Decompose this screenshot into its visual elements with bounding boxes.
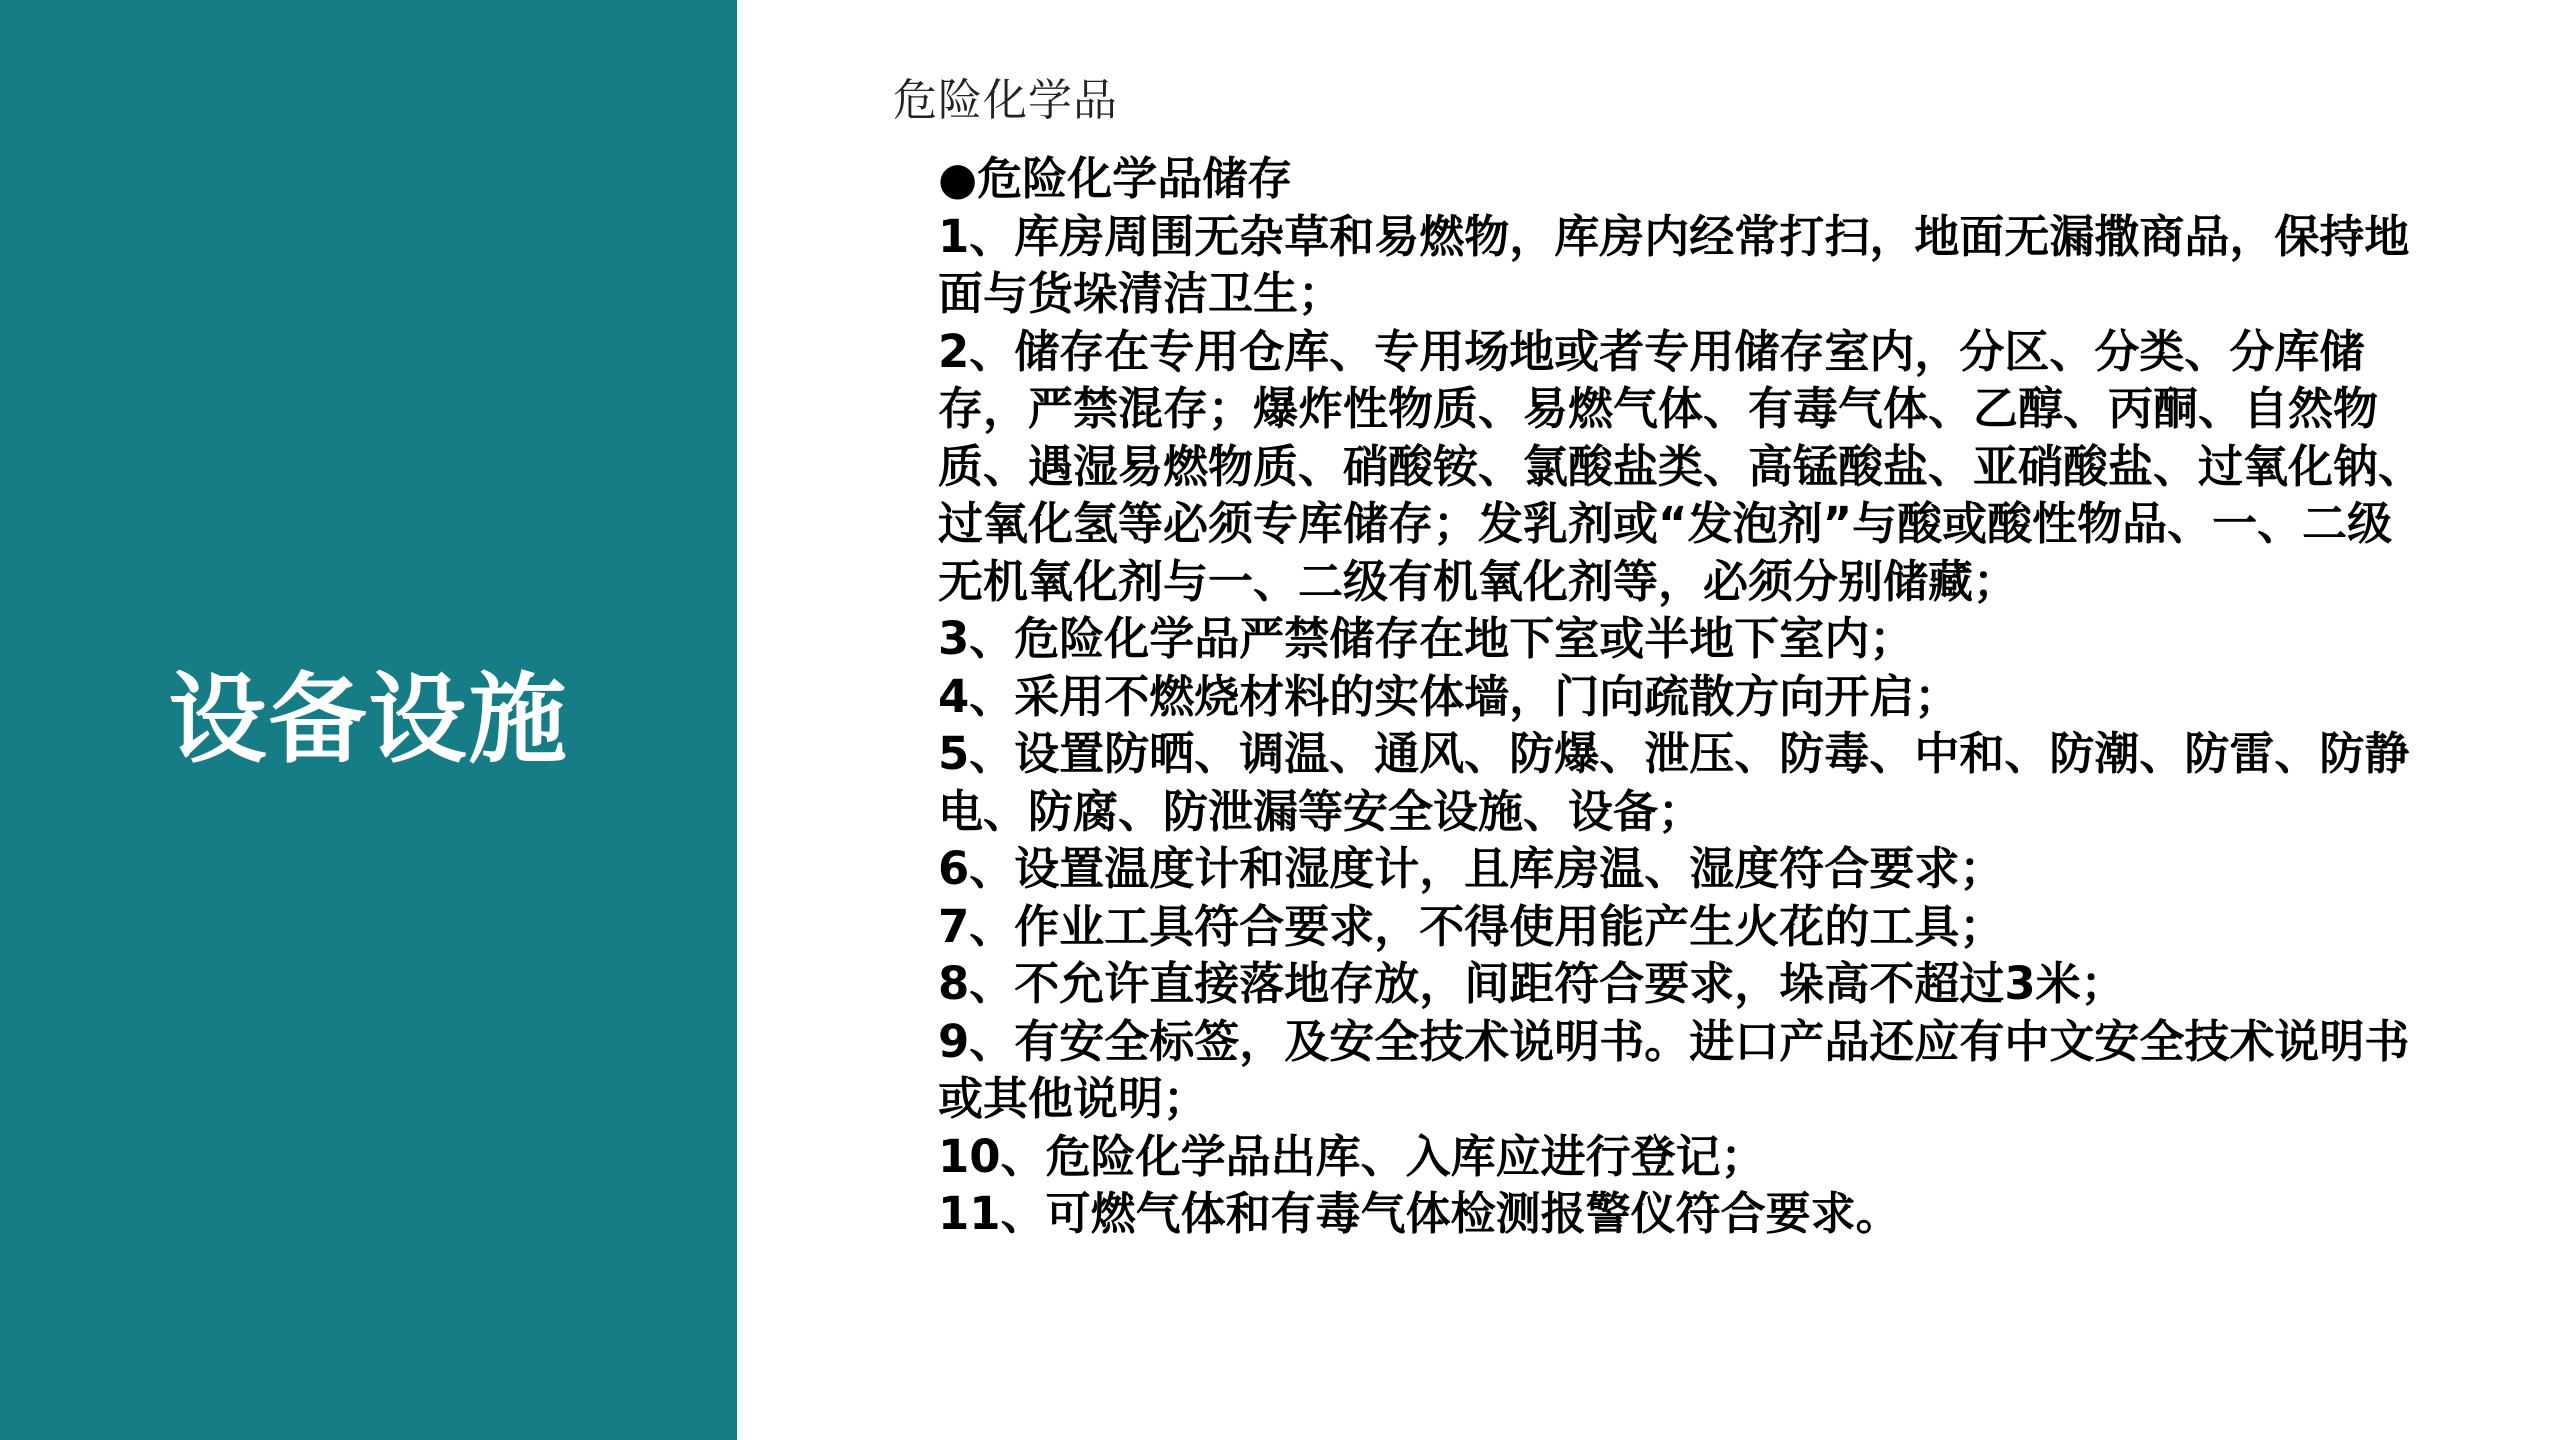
list-item: 9、有安全标签，及安全技术说明书。进口产品还应有中文安全技术说明书或其他说明；: [938, 1014, 2410, 1125]
list-item: 1、库房周围无杂草和易燃物，库房内经常打扫，地面无漏撒商品，保持地面与货垛清洁卫生；: [938, 209, 2410, 320]
side-panel: [0, 0, 737, 1440]
content-body: [938, 150, 2428, 1243]
list-item: 11、可燃气体和有毒气体检测报警仪符合要求。: [938, 1187, 1901, 1240]
list-item: 3、危险化学品严禁储存在地下室或半地下室内；: [938, 612, 1915, 665]
list-item: 10、危险化学品出库、入库应进行登记；: [938, 1129, 1766, 1183]
list-item: 8、不允许直接落地存放，间距符合要求，垛高不超过3米；: [938, 957, 2126, 1010]
list-item: 5、设置防晒、调温、通风、防爆、泄压、防毒、中和、防潮、防雷、防静电、防腐、防泄漏等安全设施、设备；: [938, 727, 2410, 838]
section-heading: ●危险化学品储存: [938, 152, 1293, 205]
slide-subtitle: 危险化学品: [893, 75, 1118, 126]
list-item: 6、设置温度计和湿度计，且库房温、湿度符合要求；: [938, 842, 2005, 895]
list-item: 2、储存在专用仓库、专用场地或者专用储存室内，分区、分类、分库储存，严禁混存；爆炸性物质、易燃气体、有毒气体、乙醇、丙酮、自然物质、遇湿易燃物质、硝酸铵、氯酸盐类、高锰酸盐、亚硝酸盐、过氧化钠、过氧化氢等必须专库储存；发乳剂或“发泡剂”与酸或酸性物品、一、二级无机氧化剂与一、二级有机氧化剂等，必须分别储藏；: [938, 324, 2424, 608]
list-item: 4、采用不燃烧材料的实体墙，门向疏散方向开启；: [938, 669, 1960, 723]
list-item: 7、作业工具符合要求，不得使用能产生火花的工具；: [938, 899, 2005, 953]
side-title: 设备设施: [168, 663, 569, 777]
